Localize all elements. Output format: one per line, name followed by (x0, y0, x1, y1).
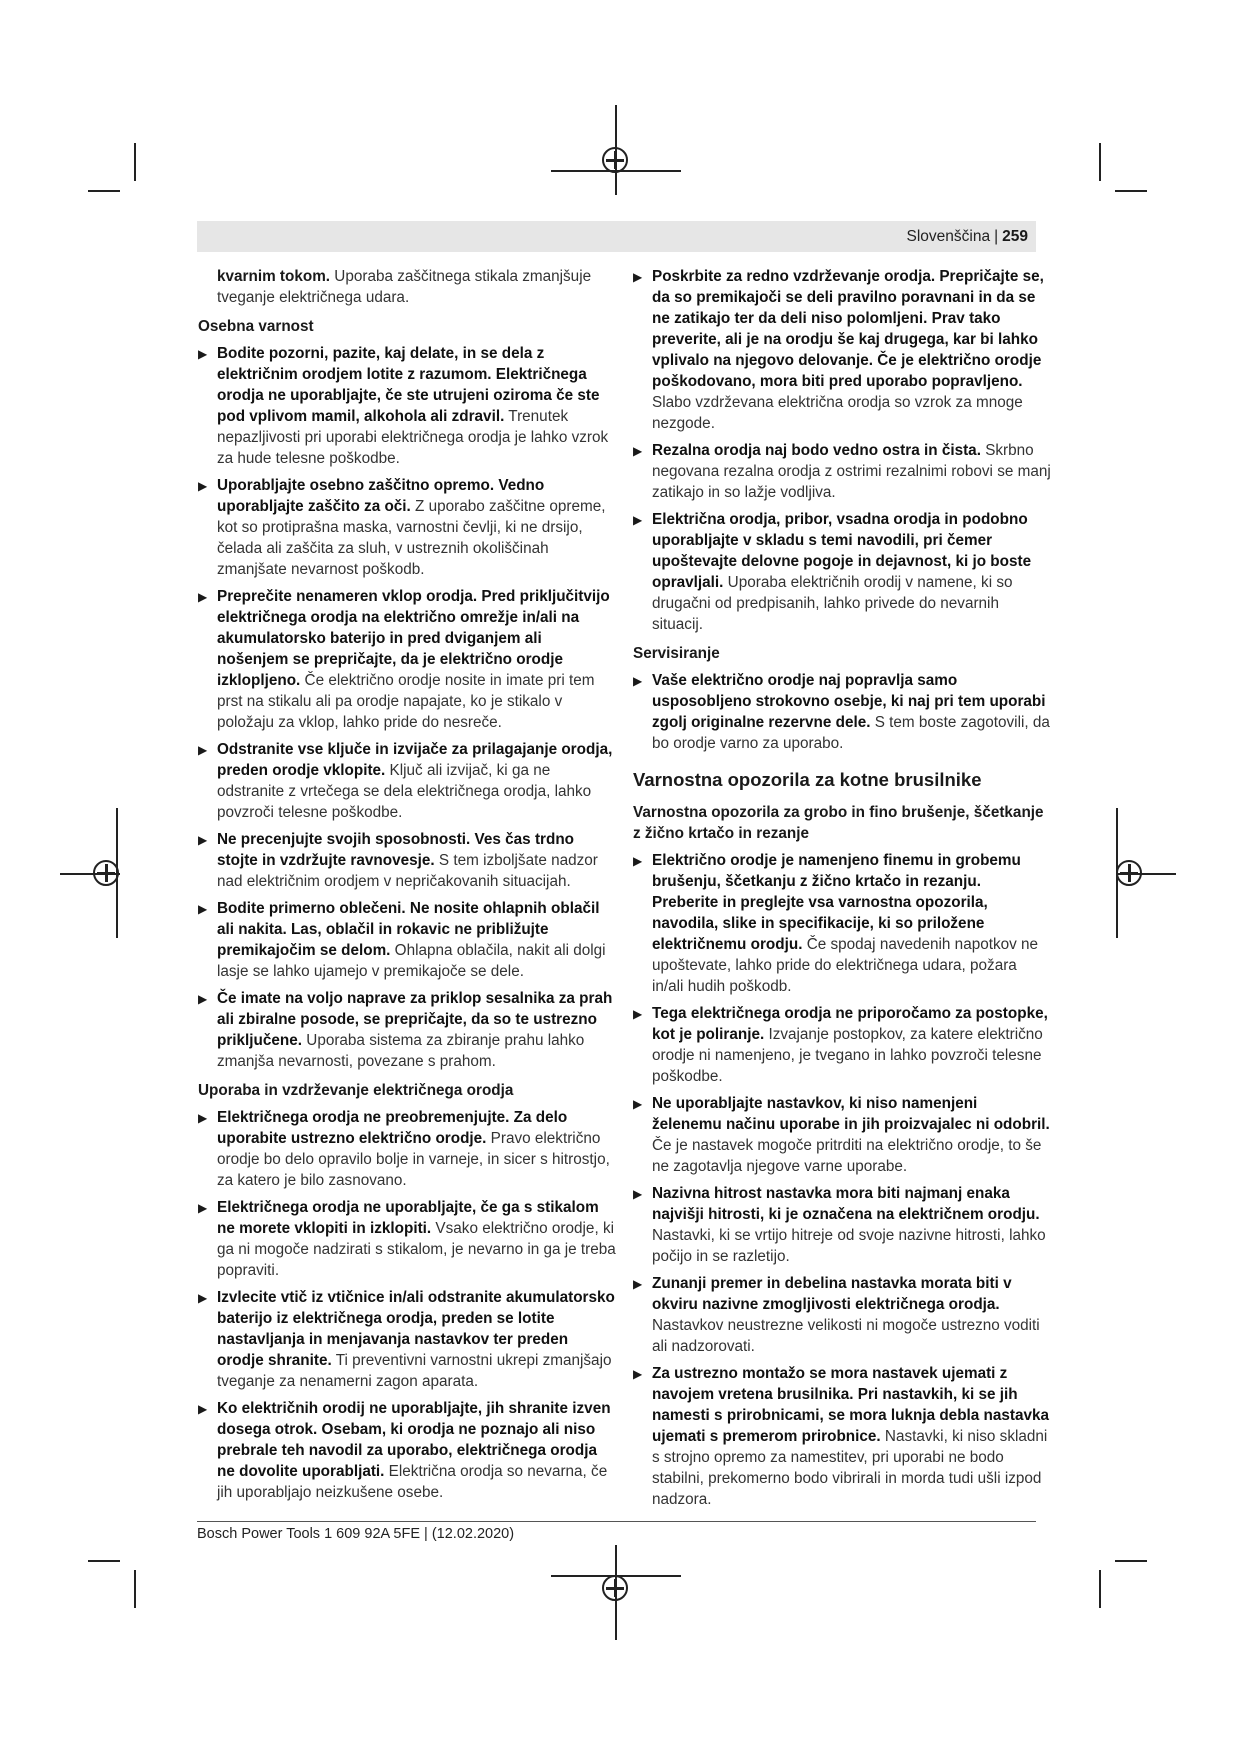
list-item (198, 898, 616, 982)
item-text: S tem izboljšate nadzor nad električnim orodjem v nepričakovanih situacijah. (217, 852, 598, 890)
continuation-text: Uporaba zaščitnega stikala zmanjšuje tveganje električnega udara. (217, 268, 592, 306)
item-bold: Ne uporabljajte nastavkov, ki niso namenjeni želenemu načinu uporabe in jih proizvajalec ni odobril. (652, 1095, 1050, 1133)
list-item (633, 670, 1051, 754)
right-column (633, 266, 1051, 1516)
bullet-triangle-icon: ▶ (633, 1097, 643, 1111)
crop-mark (1115, 190, 1147, 192)
item-bold: Zunanji premer in debelina nastavka morata biti v okviru nazivne zmogljivosti električnega orodja. (652, 1275, 1012, 1313)
bullet-triangle-icon: ▶ (198, 902, 208, 916)
section-heading-service: Servisiranje (633, 645, 720, 662)
continuation-paragraph (198, 266, 616, 308)
page-header (197, 221, 1036, 252)
list-item (633, 1363, 1051, 1510)
registration-mark-icon (93, 860, 119, 886)
bullet-triangle-icon: ▶ (198, 1402, 208, 1416)
crop-mark (1115, 1560, 1147, 1562)
bullet-triangle-icon: ▶ (633, 854, 643, 868)
list-item (198, 343, 616, 469)
registration-mark-icon (602, 1575, 628, 1601)
item-bold: Preprečite nenameren vklop orodja. Pred priključitvijo električnega orodja na električno omrežje in/ali na akumulatorsko baterijo in pred dviganjem ali nošenjem se prepričajte, da je električno orodje izklopljeno. (217, 588, 610, 689)
item-text: Ključ ali izvijač, ki ga ne odstranite z vrtečega se dela električnega orodja, lahko povzroči telesne poškodbe. (217, 762, 592, 821)
item-text: S tem boste zagotovili, da bo orodje varno za uporabo. (652, 714, 1050, 752)
bullet-triangle-icon: ▶ (198, 833, 208, 847)
item-text: Nastavkov neustrezne velikosti ni mogoče ustrezno voditi ali nadzorovati. (652, 1317, 1040, 1355)
list-item (198, 988, 616, 1072)
tool-use-list (198, 1107, 616, 1503)
item-text: Ti preventivni varnostni ukrepi zmanjšajo tveganje za nenamerni zagon aparata. (217, 1352, 612, 1390)
crop-mark (88, 1560, 120, 1562)
bullet-triangle-icon: ▶ (198, 479, 208, 493)
item-bold: Poskrbite za redno vzdrževanje orodja. Prepričajte se, da so premikajoči se deli pravilno poravnani in da se ne zatikajo ter da deli niso polomljeni. Prav tako preverite, ali je na orodju še kaj drugega, kar bi lahko vplivalo na njegovo delovanje. Če je električno orodje poškodovano, mora biti pred uporabo popravljeno. (652, 268, 1044, 390)
item-bold: Nazivna hitrost nastavka mora biti najmanj enaka najvišji hitrosti, ki je označena na električnem orodju. (652, 1185, 1040, 1223)
list-item (198, 586, 616, 733)
item-bold: Bodite pozorni, pazite, kaj delate, in se dela z električnim orodjem lotite z razumom. Električnega orodja ne uporabljajte, če ste utrujeni oziroma če ste pod vplivom mamil, alkohola ali zdravil. (217, 345, 600, 425)
bullet-triangle-icon: ▶ (198, 1291, 208, 1305)
list-item (633, 1273, 1051, 1357)
item-bold: Bodite primerno oblečeni. Ne nosite ohlapnih oblačil ali nakita. Las, oblačil in rokavic ne približujte premikajočim se delom. (217, 900, 600, 959)
service-list (633, 670, 1051, 754)
item-text: Skrbno negovana rezalna orodja z ostrimi rezalnimi robovi se manj zatikajo in so lažje vodljiva. (652, 442, 1051, 501)
item-text: Ohlapna oblačila, nakit ali dolgi lasje se lahko ujamejo v premikajoče se dele. (217, 942, 606, 980)
crop-mark (134, 1570, 136, 1608)
bullet-triangle-icon: ▶ (633, 444, 643, 458)
list-item (633, 1183, 1051, 1267)
list-item (198, 739, 616, 823)
bullet-triangle-icon: ▶ (633, 270, 643, 284)
registration-mark-icon (602, 147, 628, 173)
bullet-triangle-icon: ▶ (198, 1201, 208, 1215)
list-item (198, 475, 616, 580)
bullet-triangle-icon: ▶ (198, 743, 208, 757)
item-bold: Ko električnih orodij ne uporabljajte, jih shranite izven dosega otrok. Osebam, ki orodja ne poznajo ali niso prebrale teh navodil za uporabo, električnega orodja ne dovolite uporabljati. (217, 1400, 611, 1480)
item-text: Vsako električno orodje, ki ga ni mogoče nadzirati s stikalom, je nevarno in ga je treba popraviti. (217, 1220, 616, 1279)
item-text: Slabo vzdrževana električna orodja so vzrok za mnoge nezgode. (652, 394, 1023, 432)
crop-mark (1099, 143, 1101, 181)
bullet-triangle-icon: ▶ (633, 1187, 643, 1201)
list-item (633, 850, 1051, 997)
list-item (198, 1107, 616, 1191)
list-item (633, 509, 1051, 635)
item-bold: Odstranite vse ključe in izvijače za prilagajanje orodja, preden orodje vklopite. (217, 741, 613, 779)
section-heading-personal-safety: Osebna varnost (198, 318, 314, 335)
continuation-bold: kvarnim tokom. (217, 268, 331, 285)
item-bold: Uporabljajte osebno zaščitno opremo. Vedno uporabljajte zaščito za oči. (217, 477, 545, 515)
item-bold: Električna orodja, pribor, vsadna orodja in podobno uporabljajte v skladu s temi navodili, pri čemer upoštevajte delovne pogoje in dejavnost, ki jo boste opravljali. (652, 511, 1032, 591)
page-footer: Bosch Power Tools 1 609 92A 5FE | (12.02.2020) (197, 1526, 515, 1542)
personal-safety-list (198, 343, 616, 1072)
item-bold: Za ustrezno montažo se mora nastavek ujemati z navojem vretena brusilnika. Pri nastavkih, ki se jih namesti s prirobnicami, se mora luknja debla nastavka ujemati s premerom prirobnice. (652, 1365, 1050, 1445)
list-item (198, 1287, 616, 1392)
list-item (633, 1003, 1051, 1087)
item-bold: Električnega orodja ne uporabljajte, če ga s stikalom ne morete vklopiti in izklopiti. (217, 1199, 599, 1237)
item-text: Z uporabo zaščitne opreme, kot so protiprašna maska, varnostni čevlji, ki ne drsijo, čelada ali zaščita za sluh, v ustreznih okoliščinah zmanjšate nevarnost poškodb. (217, 498, 606, 578)
crop-mark (88, 190, 120, 192)
list-item (633, 1093, 1051, 1177)
bullet-triangle-icon: ▶ (633, 513, 643, 527)
header-separator: | (994, 227, 999, 245)
list-item (198, 829, 616, 892)
bullet-triangle-icon: ▶ (198, 992, 208, 1006)
section-heading-tool-use: Uporaba in vzdrževanje električnega orodja (198, 1082, 514, 1099)
list-item (198, 1197, 616, 1281)
footer-rule (197, 1521, 1036, 1522)
bullet-triangle-icon: ▶ (198, 347, 208, 361)
item-text: Če spodaj navedenih napotkov ne upoštevate, lahko pride do električnega udara, požara in/ali hudih poškodb. (652, 936, 1039, 995)
grinder-warnings-list (633, 850, 1051, 1510)
item-text: Če je nastavek mogoče pritrditi na električno orodje, to še ne zagotavlja njegove varne uporabe. (652, 1137, 1042, 1175)
registration-mark-icon (1116, 860, 1142, 886)
bullet-triangle-icon: ▶ (198, 590, 208, 604)
item-text: Električna orodja so nevarna, če jih uporabljajo neizkušene osebe. (217, 1463, 608, 1501)
bullet-triangle-icon: ▶ (633, 1277, 643, 1291)
item-text: Nastavki, ki niso skladni s strojno opremo za namestitev, pri uporabi ne bodo stabilni, prekomerno bodo vibrirali in morda tudi ušli izpod nadzora. (652, 1428, 1048, 1508)
item-bold: Izvlecite vtič iz vtičnice in/ali odstranite akumulatorsko baterijo iz električnega orodja, preden se lotite nastavljanja in menjavanja nastavkov ter preden orodje shranite. (217, 1289, 615, 1369)
list-item (633, 440, 1051, 503)
item-text: Pravo električno orodje bo delo opravilo bolje in varneje, in sicer s hitrostjo, za katero je bilo zasnovano. (217, 1130, 610, 1189)
item-text: Nastavki, ki se vrtijo hitreje od svoje nazivne hitrosti, lahko počijo in se razletijo. (652, 1227, 1046, 1265)
item-bold: Vaše električno orodje naj popravlja samo usposobljeno strokovno osebje, ki naj pri tem uporabi zgolj originalne rezervne dele. (652, 672, 1046, 731)
crop-mark (134, 143, 136, 181)
left-column (198, 266, 616, 1509)
item-text: Izvajanje postopkov, za katere električno orodje ni namenjeno, je tvegano in lahko povzroči telesne poškodbe. (652, 1026, 1043, 1085)
item-bold: Tega električnega orodja ne priporočamo za postopke, kot je poliranje. (652, 1005, 1048, 1043)
item-bold: Rezalna orodja naj bodo vedno ostra in čista. (652, 442, 981, 459)
item-bold: Električno orodje je namenjeno finemu in grobemu brušenju, ščetkanju z žično krtačo in rezanju. Preberite in preglejte vsa varnostna opozorila, navodila, slike in specifikacije, ki so priložene električnemu orodju. (652, 852, 1021, 953)
crop-mark (1099, 1570, 1101, 1608)
bullet-triangle-icon: ▶ (633, 674, 643, 688)
bullet-triangle-icon: ▶ (633, 1007, 643, 1021)
page-number: 259 (1002, 227, 1028, 245)
maintenance-list (633, 266, 1051, 635)
bullet-triangle-icon: ▶ (633, 1367, 643, 1381)
item-bold: Če imate na voljo naprave za priklop sesalnika za prah ali zbiralne posode, se prepričajte, da so te ustrezno priključene. (217, 990, 613, 1049)
item-text: Uporaba električnih orodij v namene, ki so drugačni od predpisanih, lahko privede do nevarnih situacij. (652, 574, 1013, 633)
bullet-triangle-icon: ▶ (198, 1111, 208, 1125)
list-item (633, 266, 1051, 434)
subsection-title: Varnostna opozorila za grobo in fino brušenje, ščetkanje z žično krtačo in rezanje (633, 804, 1044, 842)
item-text: Če električno orodje nosite in imate pri tem prst na stikalu ali pa orodje napajate, ko je stikalo v položaju za vklop, lahko pride do nesreče. (217, 672, 595, 731)
item-bold: Ne precenjujte svojih sposobnosti. Ves čas trdno stojte in vzdržujte ravnovesje. (217, 831, 575, 869)
item-bold: Električnega orodja ne preobremenjujte. Za delo uporabite ustrezno električno orodje. (217, 1109, 568, 1147)
list-item (198, 1398, 616, 1503)
item-text: Uporaba sistema za zbiranje prahu lahko zmanjša nevarnosti, povezane s prahom. (217, 1032, 585, 1070)
header-language: Slovenščina (906, 227, 991, 245)
section-title-angle-grinders: Varnostna opozorila za kotne brusilnike (633, 769, 982, 790)
item-text: Trenutek nepazljivosti pri uporabi električnega orodja je lahko vzrok za hude telesne poškodbe. (217, 408, 609, 467)
